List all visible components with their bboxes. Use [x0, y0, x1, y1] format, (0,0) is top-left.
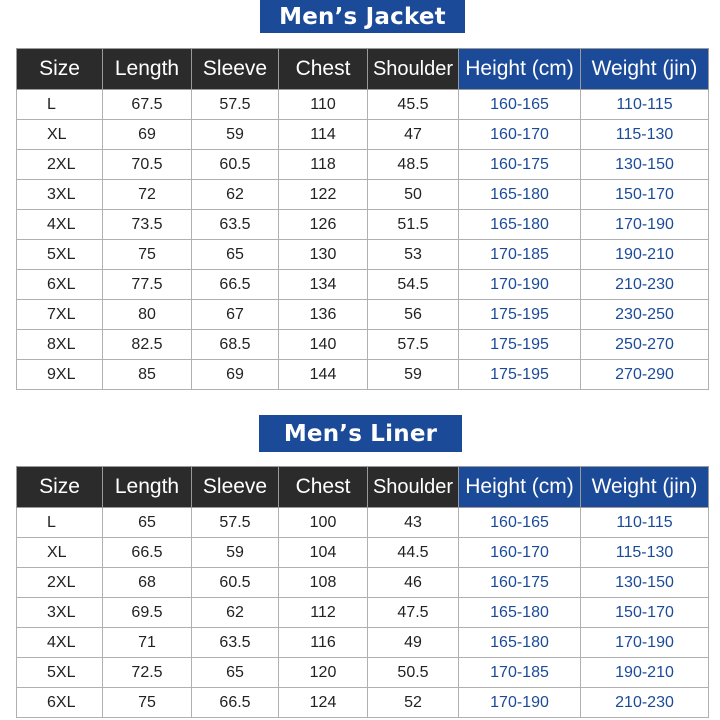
size-header: Size — [17, 467, 103, 508]
weight-header: Weight (jin) — [581, 49, 709, 90]
sleeve-cell: 68.5 — [192, 330, 279, 360]
header-row — [17, 467, 709, 508]
sleeve-cell: 67 — [192, 300, 279, 330]
table-row — [17, 300, 709, 330]
sleeve-cell: 63.5 — [192, 628, 279, 658]
shoulder-cell: 47 — [368, 120, 459, 150]
size-cell: XL — [17, 120, 103, 150]
table-row — [17, 688, 709, 718]
sleeve-cell: 65 — [192, 658, 279, 688]
chest-cell: 110 — [279, 90, 368, 120]
shoulder-cell: 44.5 — [368, 538, 459, 568]
height-cell: 170-190 — [459, 270, 581, 300]
chest-cell: 122 — [279, 180, 368, 210]
weight-cell: 270-290 — [581, 360, 709, 390]
sleeve-cell: 62 — [192, 598, 279, 628]
length-cell: 80 — [103, 300, 192, 330]
size-cell: L — [17, 90, 103, 120]
height-cell: 160-175 — [459, 150, 581, 180]
chest-cell: 136 — [279, 300, 368, 330]
table-row — [17, 360, 709, 390]
length-cell: 72.5 — [103, 658, 192, 688]
weight-cell: 150-170 — [581, 598, 709, 628]
length-cell: 71 — [103, 628, 192, 658]
table-row — [17, 120, 709, 150]
shoulder-cell: 53 — [368, 240, 459, 270]
liner-section-title: Men’s Liner — [259, 415, 462, 452]
height-cell: 170-185 — [459, 658, 581, 688]
table-row — [17, 598, 709, 628]
chest-header: Chest — [279, 467, 368, 508]
weight-cell: 170-190 — [581, 628, 709, 658]
weight-cell: 170-190 — [581, 210, 709, 240]
size-cell: 8XL — [17, 330, 103, 360]
table-row — [17, 150, 709, 180]
height-cell: 160-165 — [459, 508, 581, 538]
jacket-section-title: Men’s Jacket — [260, 0, 465, 33]
chest-cell: 118 — [279, 150, 368, 180]
weight-cell: 110-115 — [581, 90, 709, 120]
height-cell: 175-195 — [459, 300, 581, 330]
header-row — [17, 49, 709, 90]
size-cell: 6XL — [17, 688, 103, 718]
jacket-size-table — [16, 48, 709, 390]
height-cell: 160-165 — [459, 90, 581, 120]
height-cell: 175-195 — [459, 360, 581, 390]
chest-cell: 112 — [279, 598, 368, 628]
height-header: Height (cm) — [459, 49, 581, 90]
length-header: Length — [103, 467, 192, 508]
table-row — [17, 330, 709, 360]
size-cell: 3XL — [17, 598, 103, 628]
length-cell: 72 — [103, 180, 192, 210]
shoulder-cell: 56 — [368, 300, 459, 330]
height-cell: 160-175 — [459, 568, 581, 598]
chest-cell: 134 — [279, 270, 368, 300]
chest-cell: 108 — [279, 568, 368, 598]
length-cell: 82.5 — [103, 330, 192, 360]
length-cell: 67.5 — [103, 90, 192, 120]
shoulder-cell: 57.5 — [368, 330, 459, 360]
chest-cell: 130 — [279, 240, 368, 270]
shoulder-cell: 46 — [368, 568, 459, 598]
chest-cell: 114 — [279, 120, 368, 150]
table-row — [17, 658, 709, 688]
shoulder-cell: 50.5 — [368, 658, 459, 688]
chest-cell: 140 — [279, 330, 368, 360]
table-row — [17, 538, 709, 568]
shoulder-cell: 45.5 — [368, 90, 459, 120]
weight-cell: 210-230 — [581, 270, 709, 300]
chest-cell: 126 — [279, 210, 368, 240]
liner-size-table — [16, 466, 709, 718]
height-header: Height (cm) — [459, 467, 581, 508]
shoulder-cell: 52 — [368, 688, 459, 718]
sleeve-header: Sleeve — [192, 467, 279, 508]
table-row — [17, 90, 709, 120]
length-cell: 68 — [103, 568, 192, 598]
sleeve-cell: 57.5 — [192, 90, 279, 120]
length-cell: 70.5 — [103, 150, 192, 180]
weight-cell: 130-150 — [581, 150, 709, 180]
sleeve-cell: 66.5 — [192, 270, 279, 300]
size-cell: L — [17, 508, 103, 538]
chest-cell: 116 — [279, 628, 368, 658]
size-cell: 5XL — [17, 658, 103, 688]
length-cell: 69.5 — [103, 598, 192, 628]
sleeve-cell: 63.5 — [192, 210, 279, 240]
height-cell: 165-180 — [459, 180, 581, 210]
height-cell: 165-180 — [459, 598, 581, 628]
size-cell: 7XL — [17, 300, 103, 330]
sleeve-cell: 59 — [192, 120, 279, 150]
size-cell: 6XL — [17, 270, 103, 300]
height-cell: 165-180 — [459, 210, 581, 240]
weight-cell: 115-130 — [581, 538, 709, 568]
sleeve-cell: 69 — [192, 360, 279, 390]
chest-cell: 144 — [279, 360, 368, 390]
shoulder-cell: 54.5 — [368, 270, 459, 300]
shoulder-cell: 47.5 — [368, 598, 459, 628]
weight-cell: 230-250 — [581, 300, 709, 330]
shoulder-cell: 59 — [368, 360, 459, 390]
size-header: Size — [17, 49, 103, 90]
table-row — [17, 270, 709, 300]
sleeve-header: Sleeve — [192, 49, 279, 90]
weight-cell: 110-115 — [581, 508, 709, 538]
height-cell: 160-170 — [459, 120, 581, 150]
shoulder-header: Shoulder — [368, 49, 459, 90]
length-cell: 65 — [103, 508, 192, 538]
chest-header: Chest — [279, 49, 368, 90]
sleeve-cell: 59 — [192, 538, 279, 568]
weight-cell: 250-270 — [581, 330, 709, 360]
length-header: Length — [103, 49, 192, 90]
size-cell: 4XL — [17, 628, 103, 658]
size-cell: 2XL — [17, 150, 103, 180]
length-cell: 75 — [103, 240, 192, 270]
table-row — [17, 240, 709, 270]
shoulder-cell: 50 — [368, 180, 459, 210]
length-cell: 73.5 — [103, 210, 192, 240]
table-row — [17, 180, 709, 210]
shoulder-cell: 43 — [368, 508, 459, 538]
weight-cell: 210-230 — [581, 688, 709, 718]
size-cell: 2XL — [17, 568, 103, 598]
height-cell: 165-180 — [459, 628, 581, 658]
sleeve-cell: 60.5 — [192, 150, 279, 180]
weight-cell: 130-150 — [581, 568, 709, 598]
weight-cell: 150-170 — [581, 180, 709, 210]
size-cell: 3XL — [17, 180, 103, 210]
chest-cell: 100 — [279, 508, 368, 538]
size-cell: XL — [17, 538, 103, 568]
chest-cell: 124 — [279, 688, 368, 718]
height-cell: 160-170 — [459, 538, 581, 568]
table-row — [17, 508, 709, 538]
chest-cell: 120 — [279, 658, 368, 688]
sleeve-cell: 60.5 — [192, 568, 279, 598]
shoulder-cell: 49 — [368, 628, 459, 658]
height-cell: 170-190 — [459, 688, 581, 718]
height-cell: 170-185 — [459, 240, 581, 270]
length-cell: 77.5 — [103, 270, 192, 300]
shoulder-cell: 51.5 — [368, 210, 459, 240]
weight-cell: 190-210 — [581, 240, 709, 270]
size-cell: 5XL — [17, 240, 103, 270]
sleeve-cell: 62 — [192, 180, 279, 210]
length-cell: 66.5 — [103, 538, 192, 568]
shoulder-header: Shoulder — [368, 467, 459, 508]
height-cell: 175-195 — [459, 330, 581, 360]
table-row — [17, 568, 709, 598]
weight-header: Weight (jin) — [581, 467, 709, 508]
length-cell: 75 — [103, 688, 192, 718]
weight-cell: 115-130 — [581, 120, 709, 150]
length-cell: 69 — [103, 120, 192, 150]
shoulder-cell: 48.5 — [368, 150, 459, 180]
weight-cell: 190-210 — [581, 658, 709, 688]
sleeve-cell: 66.5 — [192, 688, 279, 718]
chest-cell: 104 — [279, 538, 368, 568]
length-cell: 85 — [103, 360, 192, 390]
size-cell: 9XL — [17, 360, 103, 390]
sleeve-cell: 57.5 — [192, 508, 279, 538]
table-row — [17, 628, 709, 658]
table-row — [17, 210, 709, 240]
sleeve-cell: 65 — [192, 240, 279, 270]
size-cell: 4XL — [17, 210, 103, 240]
